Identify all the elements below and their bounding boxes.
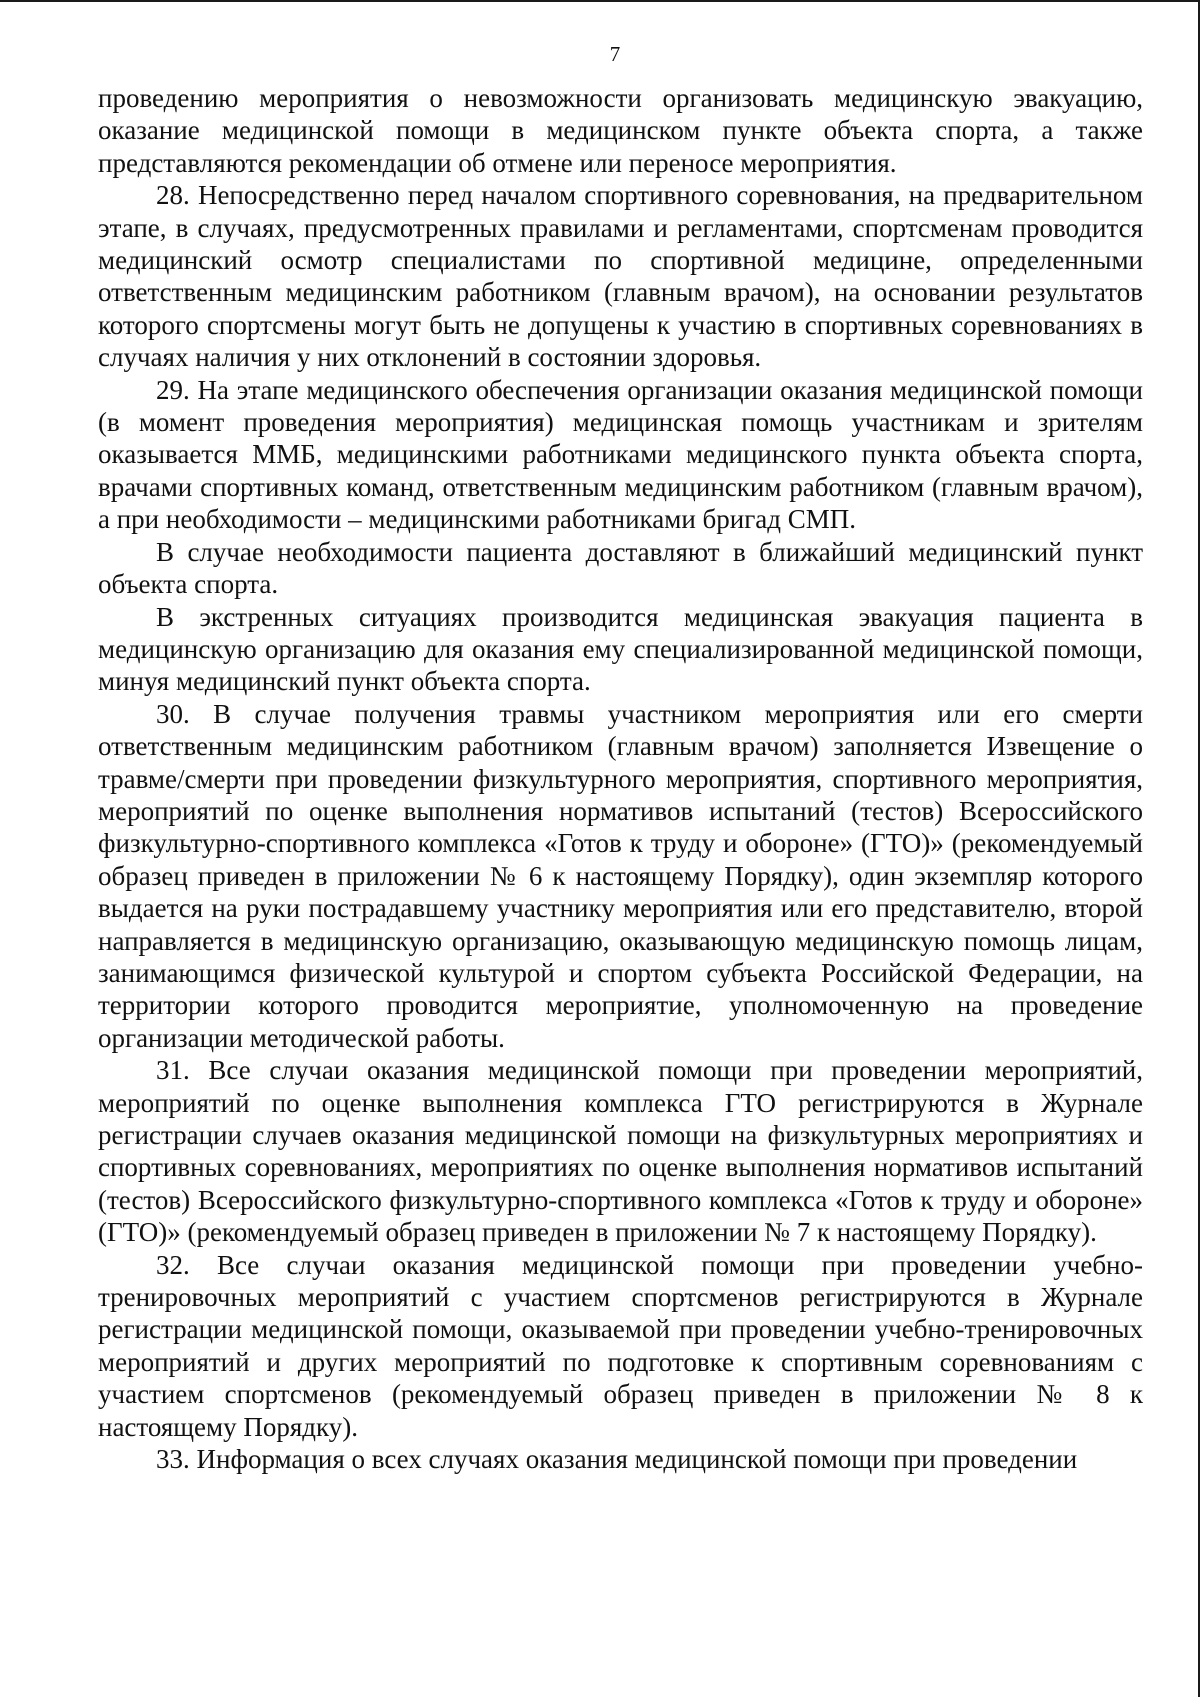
paragraph-29-delivery: В случае необходимости пациента доставляют в ближайший медицинский пункт объекта спорта. [98, 536, 1143, 600]
paragraph-28: 28. Непосредственно перед началом спортивного соревнования, на предварительном этапе, в случаях, предусмотренных правилами и регламентами, спортсменам проводится медицинский осмотр специалистами по спортивной медицине, определенными ответственным медицинским работником (главным врачом), на основании результатов которого спортсмены могут быть не допущены к участию в спортивных соревнованиях в случаях наличия у них отклонений в состоянии здоровья. [98, 180, 1143, 373]
page-number: 7 [609, 42, 621, 66]
paragraph-31: 31. Все случаи оказания медицинской помощи при проведении мероприятий, мероприятий по оценке выполнения комплекса ГТО регистрируются в Журнале регистрации случаев оказания медицинской помощи на физкультурных мероприятиях и спортивных соревнованиях, мероприятиях по оценке выполнения нормативов испытаний (тестов) Всероссийского физкультурно-спортивного комплекса «Готов к труду и обороне» (ГТО)» (рекомендуемый образец приведен в приложении № 7 к настоящему Порядку). [98, 1055, 1143, 1248]
document-body [98, 82, 1143, 1475]
paragraph-continuation: проведению мероприятия о невозможности организовать медицинскую эвакуацию, оказание медицинской помощи в медицинском пункте объекта спорта, а также представляются рекомендации об отмене или переносе мероприятия. [98, 83, 1143, 178]
paragraph-30: 30. В случае получения травмы участником мероприятия или его смерти ответственным медицинским работником (главным врачом) заполняется Извещение о травме/смерти при проведении физкультурного мероприятия, спортивного мероприятия, мероприятий по оценке выполнения нормативов испытаний (тестов) Всероссийского физкультурно-спортивного комплекса «Готов к труду и обороне» (ГТО)» (рекомендуемый образец приведен в приложении № 6 к настоящему Порядку), один экземпляр которого выдается на руки пострадавшему участнику мероприятия или его представителю, второй направляется в медицинскую организацию, оказывающую медицинскую помощь лицам, занимающимся физической культурой и спортом субъекта Российской Федерации, на территории которого проводится мероприятие, уполномоченную на проведение организации методической работы. [98, 698, 1143, 1053]
paragraph-32: 32. Все случаи оказания медицинской помощи при проведении учебно-тренировочных мероприятий с участием спортсменов регистрируются в Журнале регистрации медицинской помощи, оказываемой при проведении учебно-тренировочных мероприятий и других мероприятий по подготовке к спортивным соревнованиям с участием спортсменов (рекомендуемый образец приведен в приложении № 8 к настоящему Порядку). [98, 1249, 1143, 1442]
paragraph-33: 33. Информация о всех случаях оказания медицинской помощи при проведении [156, 1444, 1078, 1475]
paragraph-29-emergency: В экстренных ситуациях производится медицинская эвакуация пациента в медицинскую организацию для оказания ему специализированной медицинской помощи, минуя медицинский пункт объекта спорта. [98, 601, 1143, 697]
paragraph-29: 29. На этапе медицинского обеспечения организации оказания медицинской помощи (в момент проведения мероприятия) медицинская помощь участникам и зрителям оказывается ММБ, медицинскими работниками медицинского пункта объекта спорта, врачами спортивных команд, ответственным медицинским работником (главным врачом), а при необходимости – медицинскими работниками бригад СМП. [98, 374, 1143, 535]
